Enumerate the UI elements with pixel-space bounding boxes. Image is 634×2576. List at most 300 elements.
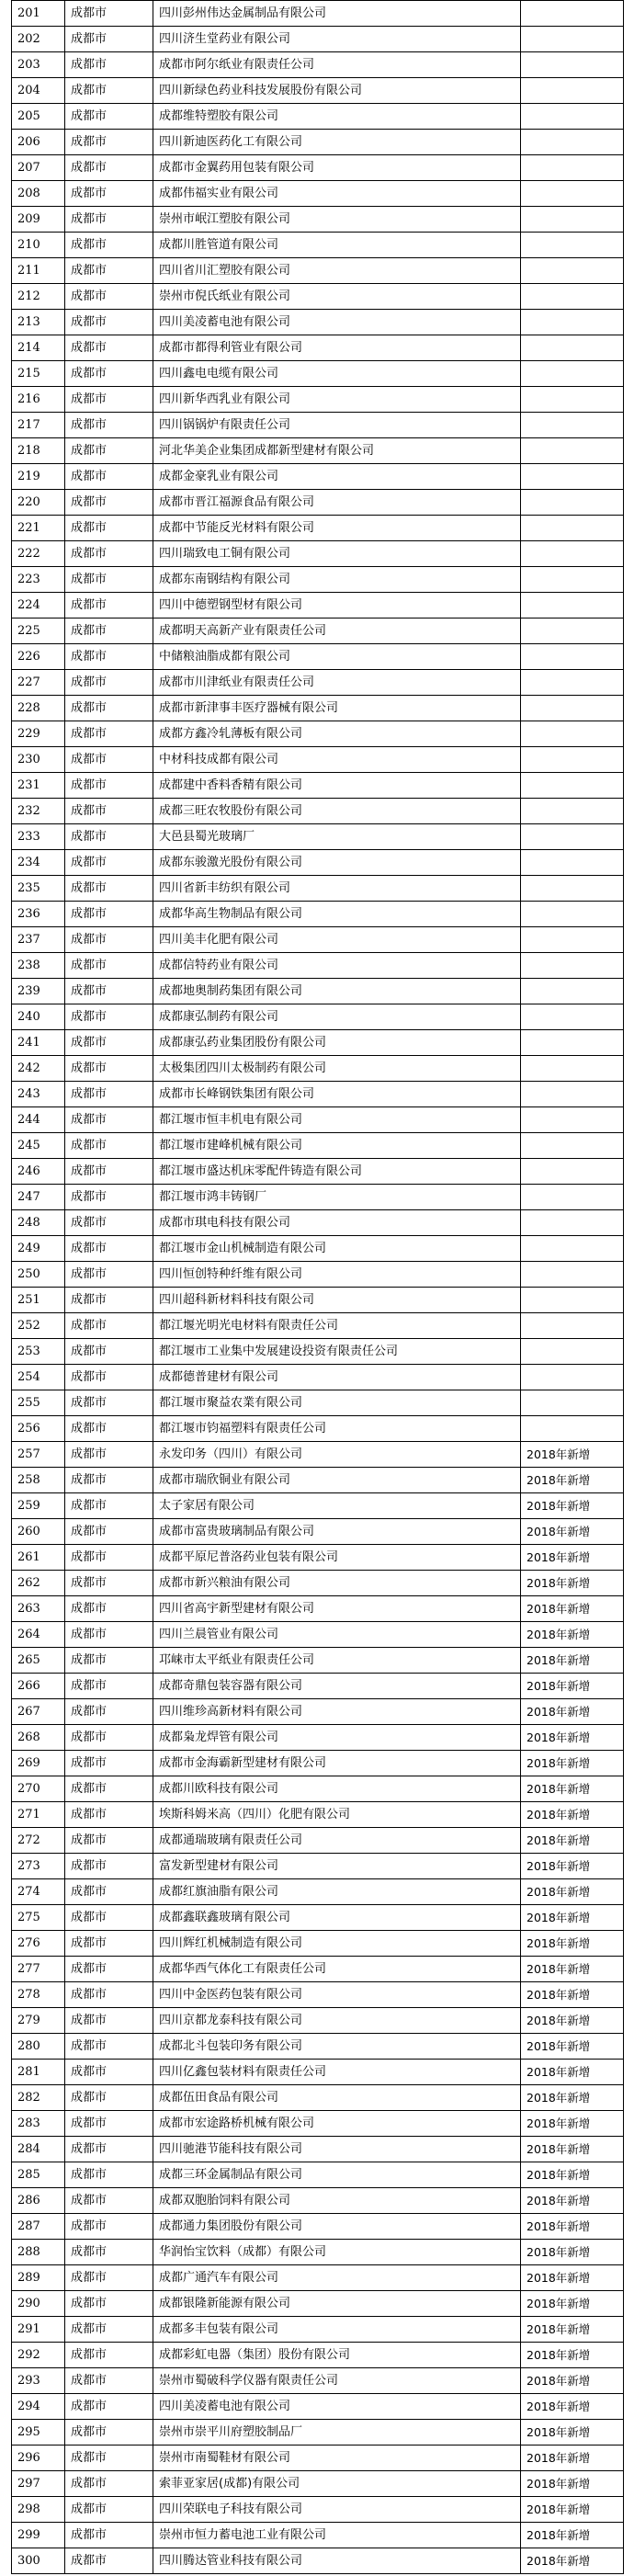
- row-number: 254: [12, 1365, 65, 1390]
- company-name-cell: 四川新华西乳业有限公司: [153, 387, 521, 413]
- table-row: [12, 130, 624, 155]
- city-cell: 成都市: [65, 181, 153, 207]
- company-name-cell: 成都市新兴粮油有限公司: [153, 1571, 521, 1596]
- row-number: 279: [12, 2008, 65, 2034]
- row-number: 207: [12, 155, 65, 181]
- row-number: 243: [12, 1082, 65, 1107]
- table-row: [12, 1107, 624, 1133]
- row-number: 221: [12, 516, 65, 541]
- row-number: 216: [12, 387, 65, 413]
- note-cell: 2018年新增: [521, 1674, 624, 1699]
- company-name-cell: 成都市新津事丰医疗器械有限公司: [153, 696, 521, 721]
- note-cell: [521, 1262, 624, 1288]
- company-name-cell: 成都平原尼普洛药业包装有限公司: [153, 1545, 521, 1571]
- city-cell: 成都市: [65, 2317, 153, 2343]
- company-name-cell: 成都中节能反光材料有限公司: [153, 516, 521, 541]
- row-number: 266: [12, 1674, 65, 1699]
- company-name-cell: 成都维特塑胶有限公司: [153, 104, 521, 130]
- city-cell: 成都市: [65, 516, 153, 541]
- city-cell: 成都市: [65, 1493, 153, 1519]
- table-row: [12, 1004, 624, 1030]
- note-cell: [521, 78, 624, 104]
- company-name-cell: 索菲亚家居(成都)有限公司: [153, 2471, 521, 2497]
- row-number: 246: [12, 1159, 65, 1185]
- table-row: [12, 2240, 624, 2265]
- company-name-cell: 成都市富贵玻璃制品有限公司: [153, 1519, 521, 1545]
- city-cell: 成都市: [65, 335, 153, 361]
- table-row: [12, 1339, 624, 1365]
- city-cell: 成都市: [65, 2060, 153, 2085]
- row-number: 291: [12, 2317, 65, 2343]
- row-number: 271: [12, 1802, 65, 1828]
- company-name-cell: 成都鑫联鑫玻璃有限公司: [153, 1905, 521, 1931]
- company-name-cell: 成都东骏激光股份有限公司: [153, 850, 521, 876]
- row-number: 281: [12, 2060, 65, 2085]
- note-cell: [521, 155, 624, 181]
- note-cell: [521, 1288, 624, 1313]
- city-cell: 成都市: [65, 130, 153, 155]
- city-cell: 成都市: [65, 233, 153, 258]
- note-cell: 2018年新增: [521, 2394, 624, 2420]
- city-cell: 成都市: [65, 52, 153, 78]
- row-number: 212: [12, 284, 65, 310]
- row-number: 277: [12, 1957, 65, 1982]
- table-row: [12, 1313, 624, 1339]
- city-cell: 成都市: [65, 927, 153, 953]
- note-cell: 2018年新增: [521, 2085, 624, 2111]
- city-cell: 成都市: [65, 2343, 153, 2368]
- city-cell: 成都市: [65, 2471, 153, 2497]
- city-cell: 成都市: [65, 979, 153, 1004]
- row-number: 239: [12, 979, 65, 1004]
- company-name-cell: 成都银隆新能源有限公司: [153, 2291, 521, 2317]
- row-number: 201: [12, 1, 65, 27]
- city-cell: 成都市: [65, 1133, 153, 1159]
- table-row: [12, 2291, 624, 2317]
- note-cell: [521, 1390, 624, 1416]
- city-cell: 成都市: [65, 1442, 153, 1468]
- note-cell: 2018年新增: [521, 2162, 624, 2188]
- city-cell: 成都市: [65, 413, 153, 438]
- table-row: [12, 155, 624, 181]
- row-number: 285: [12, 2162, 65, 2188]
- table-row: [12, 824, 624, 850]
- note-cell: [521, 413, 624, 438]
- note-cell: [521, 1133, 624, 1159]
- company-name-cell: 四川省川汇塑胶有限公司: [153, 258, 521, 284]
- table-row: [12, 1493, 624, 1519]
- company-name-cell: 四川驰港节能科技有限公司: [153, 2137, 521, 2162]
- table-row: [12, 593, 624, 618]
- table-row: [12, 516, 624, 541]
- city-cell: 成都市: [65, 2394, 153, 2420]
- row-number: 249: [12, 1236, 65, 1262]
- note-cell: 2018年新增: [521, 1751, 624, 1776]
- company-name-cell: 永发印务（四川）有限公司: [153, 1442, 521, 1468]
- city-cell: 成都市: [65, 2497, 153, 2523]
- note-cell: 2018年新增: [521, 2188, 624, 2214]
- row-number: 202: [12, 27, 65, 52]
- table-row: [12, 567, 624, 593]
- row-number: 240: [12, 1004, 65, 1030]
- note-cell: 2018年新增: [521, 2445, 624, 2471]
- table-row: [12, 1571, 624, 1596]
- note-cell: [521, 1313, 624, 1339]
- company-name-cell: 富发新型建材有限公司: [153, 1854, 521, 1879]
- table-row: [12, 1751, 624, 1776]
- company-name-cell: 太子家居有限公司: [153, 1493, 521, 1519]
- company-name-cell: 四川辉红机械制造有限公司: [153, 1931, 521, 1957]
- note-cell: 2018年新增: [521, 2060, 624, 2085]
- company-name-cell: 成都川胜管道有限公司: [153, 233, 521, 258]
- table-row: [12, 27, 624, 52]
- company-name-cell: 成都市琪电科技有限公司: [153, 1210, 521, 1236]
- note-cell: 2018年新增: [521, 2420, 624, 2445]
- row-number: 287: [12, 2214, 65, 2240]
- note-cell: 2018年新增: [521, 2343, 624, 2368]
- row-number: 213: [12, 310, 65, 335]
- city-cell: 成都市: [65, 1339, 153, 1365]
- company-name-cell: 中材科技成都有限公司: [153, 747, 521, 773]
- row-number: 226: [12, 644, 65, 670]
- company-name-cell: 都江堰市聚益农業有限公司: [153, 1390, 521, 1416]
- company-name-cell: 成都明天高新产业有限责任公司: [153, 618, 521, 644]
- city-cell: 成都市: [65, 1262, 153, 1288]
- note-cell: [521, 284, 624, 310]
- note-cell: [521, 233, 624, 258]
- city-cell: 成都市: [65, 1725, 153, 1751]
- note-cell: 2018年新增: [521, 1622, 624, 1648]
- city-cell: 成都市: [65, 207, 153, 233]
- note-cell: [521, 464, 624, 490]
- row-number: 300: [12, 2548, 65, 2574]
- note-cell: [521, 850, 624, 876]
- table-row: [12, 233, 624, 258]
- city-cell: 成都市: [65, 155, 153, 181]
- table-row: [12, 1030, 624, 1056]
- company-name-cell: 成都市川津纸业有限责任公司: [153, 670, 521, 696]
- table-row: [12, 1725, 624, 1751]
- note-cell: 2018年新增: [521, 1468, 624, 1493]
- city-cell: 成都市: [65, 2111, 153, 2137]
- city-cell: 成都市: [65, 1674, 153, 1699]
- city-cell: 成都市: [65, 284, 153, 310]
- table-row: [12, 1390, 624, 1416]
- city-cell: 成都市: [65, 799, 153, 824]
- company-name-cell: 成都市金海霸新型建材有限公司: [153, 1751, 521, 1776]
- company-name-cell: 成都通力集团股份有限公司: [153, 2214, 521, 2240]
- table-row: [12, 670, 624, 696]
- table-row: [12, 181, 624, 207]
- note-cell: [521, 644, 624, 670]
- company-name-cell: 四川超科新材料科技有限公司: [153, 1288, 521, 1313]
- note-cell: 2018年新增: [521, 1776, 624, 1802]
- table-row: [12, 721, 624, 747]
- row-number: 219: [12, 464, 65, 490]
- company-name-cell: 都江堰市钧福塑料有限责任公司: [153, 1416, 521, 1442]
- city-cell: 成都市: [65, 1185, 153, 1210]
- city-cell: 成都市: [65, 696, 153, 721]
- note-cell: [521, 27, 624, 52]
- city-cell: 成都市: [65, 1931, 153, 1957]
- city-cell: 成都市: [65, 2420, 153, 2445]
- row-number: 275: [12, 1905, 65, 1931]
- note-cell: 2018年新增: [521, 1982, 624, 2008]
- row-number: 218: [12, 438, 65, 464]
- company-name-cell: 都江堰市恒丰机电有限公司: [153, 1107, 521, 1133]
- table-row: [12, 644, 624, 670]
- city-cell: 成都市: [65, 1802, 153, 1828]
- city-cell: 成都市: [65, 1879, 153, 1905]
- note-cell: 2018年新增: [521, 2240, 624, 2265]
- city-cell: 成都市: [65, 310, 153, 335]
- table-row: [12, 2471, 624, 2497]
- table-row: [12, 1905, 624, 1931]
- company-name-cell: 四川荣联电子科技有限公司: [153, 2497, 521, 2523]
- note-cell: 2018年新增: [521, 1957, 624, 1982]
- company-name-cell: 四川恒创特种纤维有限公司: [153, 1262, 521, 1288]
- company-name-cell: 四川美丰化肥有限公司: [153, 927, 521, 953]
- city-cell: 成都市: [65, 1082, 153, 1107]
- table-row: [12, 413, 624, 438]
- row-number: 289: [12, 2265, 65, 2291]
- row-number: 290: [12, 2291, 65, 2317]
- table-row: [12, 490, 624, 516]
- row-number: 241: [12, 1030, 65, 1056]
- company-name-cell: 成都北斗包装印务有限公司: [153, 2034, 521, 2060]
- table-row: [12, 361, 624, 387]
- company-name-cell: 成都市长峰钢铁集团有限公司: [153, 1082, 521, 1107]
- row-number: 214: [12, 335, 65, 361]
- city-cell: 成都市: [65, 2085, 153, 2111]
- row-number: 296: [12, 2445, 65, 2471]
- table-row: [12, 1159, 624, 1185]
- table-row: [12, 1056, 624, 1082]
- table-row: [12, 902, 624, 927]
- row-number: 230: [12, 747, 65, 773]
- row-number: 269: [12, 1751, 65, 1776]
- note-cell: 2018年新增: [521, 2034, 624, 2060]
- note-cell: [521, 516, 624, 541]
- row-number: 276: [12, 1931, 65, 1957]
- city-cell: 成都市: [65, 361, 153, 387]
- row-number: 270: [12, 1776, 65, 1802]
- note-cell: 2018年新增: [521, 1854, 624, 1879]
- note-cell: [521, 721, 624, 747]
- row-number: 292: [12, 2343, 65, 2368]
- city-cell: 成都市: [65, 490, 153, 516]
- row-number: 223: [12, 567, 65, 593]
- note-cell: 2018年新增: [521, 1905, 624, 1931]
- table-row: [12, 78, 624, 104]
- city-cell: 成都市: [65, 721, 153, 747]
- city-cell: 成都市: [65, 902, 153, 927]
- row-number: 204: [12, 78, 65, 104]
- table-row: [12, 2394, 624, 2420]
- company-name-cell: 成都多丰包装有限公司: [153, 2317, 521, 2343]
- city-cell: 成都市: [65, 593, 153, 618]
- note-cell: [521, 1339, 624, 1365]
- city-cell: 成都市: [65, 1313, 153, 1339]
- table-row: [12, 104, 624, 130]
- note-cell: 2018年新增: [521, 2265, 624, 2291]
- company-name-cell: 崇州市蜀破科学仪器有限责任公司: [153, 2368, 521, 2394]
- table-row: [12, 1854, 624, 1879]
- row-number: 208: [12, 181, 65, 207]
- table-row: [12, 2034, 624, 2060]
- table-row: [12, 1082, 624, 1107]
- row-number: 298: [12, 2497, 65, 2523]
- table-row: [12, 1957, 624, 1982]
- row-number: 263: [12, 1596, 65, 1622]
- table-row: [12, 52, 624, 78]
- city-cell: 成都市: [65, 2214, 153, 2240]
- row-number: 272: [12, 1828, 65, 1854]
- note-cell: [521, 747, 624, 773]
- company-name-cell: 四川京都龙泰科技有限公司: [153, 2008, 521, 2034]
- table-row: [12, 1, 624, 27]
- note-cell: [521, 335, 624, 361]
- table-row: [12, 773, 624, 799]
- note-cell: [521, 927, 624, 953]
- note-cell: [521, 1236, 624, 1262]
- company-name-cell: 四川中德塑钢型材有限公司: [153, 593, 521, 618]
- row-number: 257: [12, 1442, 65, 1468]
- city-cell: 成都市: [65, 541, 153, 567]
- city-cell: 成都市: [65, 1751, 153, 1776]
- company-name-cell: 崇州市岷江塑胶有限公司: [153, 207, 521, 233]
- city-cell: 成都市: [65, 27, 153, 52]
- row-number: 222: [12, 541, 65, 567]
- company-name-cell: 四川中金医药包装有限公司: [153, 1982, 521, 2008]
- row-number: 236: [12, 902, 65, 927]
- note-cell: 2018年新增: [521, 1493, 624, 1519]
- note-cell: [521, 1159, 624, 1185]
- company-name-cell: 太极集团四川太极制药有限公司: [153, 1056, 521, 1082]
- city-cell: 成都市: [65, 1905, 153, 1931]
- city-cell: 成都市: [65, 1004, 153, 1030]
- note-cell: [521, 696, 624, 721]
- table-row: [12, 696, 624, 721]
- city-cell: 成都市: [65, 1699, 153, 1725]
- row-number: 264: [12, 1622, 65, 1648]
- table-row: [12, 1262, 624, 1288]
- note-cell: [521, 670, 624, 696]
- company-name-cell: 四川美凌蓄电池有限公司: [153, 310, 521, 335]
- company-name-cell: 成都东南钢结构有限公司: [153, 567, 521, 593]
- table-row: [12, 2060, 624, 2085]
- city-cell: 成都市: [65, 78, 153, 104]
- row-number: 255: [12, 1390, 65, 1416]
- city-cell: 成都市: [65, 1390, 153, 1416]
- city-cell: 成都市: [65, 2291, 153, 2317]
- company-name-cell: 成都枭龙焊管有限公司: [153, 1725, 521, 1751]
- row-number: 293: [12, 2368, 65, 2394]
- table-row: [12, 2214, 624, 2240]
- note-cell: 2018年新增: [521, 1442, 624, 1468]
- city-cell: 成都市: [65, 1210, 153, 1236]
- row-number: 268: [12, 1725, 65, 1751]
- city-cell: 成都市: [65, 747, 153, 773]
- table-row: [12, 438, 624, 464]
- city-cell: 成都市: [65, 2008, 153, 2034]
- company-name-cell: 成都伟福实业有限公司: [153, 181, 521, 207]
- company-name-cell: 崇州市恒力蓄电池工业有限公司: [153, 2523, 521, 2548]
- company-name-cell: 成都彩虹电器（集团）股份有限公司: [153, 2343, 521, 2368]
- company-name-cell: 四川新绿色药业科技发展股份有限公司: [153, 78, 521, 104]
- table-row: [12, 1931, 624, 1957]
- row-number: 225: [12, 618, 65, 644]
- city-cell: 成都市: [65, 1545, 153, 1571]
- note-cell: 2018年新增: [521, 1519, 624, 1545]
- company-name-cell: 成都三环金属制品有限公司: [153, 2162, 521, 2188]
- company-name-cell: 四川新迪医药化工有限公司: [153, 130, 521, 155]
- row-number: 237: [12, 927, 65, 953]
- city-cell: 成都市: [65, 1, 153, 27]
- table-row: [12, 2548, 624, 2574]
- table-row: [12, 1288, 624, 1313]
- city-cell: 成都市: [65, 2445, 153, 2471]
- note-cell: [521, 361, 624, 387]
- note-cell: [521, 1185, 624, 1210]
- company-name-cell: 崇州市南蜀鞋材有限公司: [153, 2445, 521, 2471]
- table-row: [12, 2343, 624, 2368]
- city-cell: 成都市: [65, 876, 153, 902]
- note-cell: 2018年新增: [521, 1596, 624, 1622]
- company-name-cell: 成都双胞胎饲料有限公司: [153, 2188, 521, 2214]
- row-number: 252: [12, 1313, 65, 1339]
- company-name-cell: 四川瑞致电工铜有限公司: [153, 541, 521, 567]
- table-row: [12, 850, 624, 876]
- note-cell: [521, 181, 624, 207]
- note-cell: [521, 258, 624, 284]
- city-cell: 成都市: [65, 2548, 153, 2574]
- note-cell: [521, 207, 624, 233]
- note-cell: [521, 1030, 624, 1056]
- table-row: [12, 1185, 624, 1210]
- table-row: [12, 1416, 624, 1442]
- city-cell: 成都市: [65, 2523, 153, 2548]
- company-name-cell: 成都市宏途路桥机械有限公司: [153, 2111, 521, 2137]
- table-row: [12, 2265, 624, 2291]
- note-cell: 2018年新增: [521, 2137, 624, 2162]
- note-cell: [521, 953, 624, 979]
- city-cell: 成都市: [65, 1571, 153, 1596]
- note-cell: 2018年新增: [521, 2214, 624, 2240]
- city-cell: 成都市: [65, 2137, 153, 2162]
- note-cell: 2018年新增: [521, 2523, 624, 2548]
- table-row: [12, 1776, 624, 1802]
- company-name-cell: 成都广通汽车有限公司: [153, 2265, 521, 2291]
- city-cell: 成都市: [65, 618, 153, 644]
- table-row: [12, 2085, 624, 2111]
- table-row: [12, 1545, 624, 1571]
- table-row: [12, 927, 624, 953]
- city-cell: 成都市: [65, 2162, 153, 2188]
- table-row: [12, 979, 624, 1004]
- table-row: [12, 1622, 624, 1648]
- company-name-cell: 成都市瑞欣铜业有限公司: [153, 1468, 521, 1493]
- row-number: 211: [12, 258, 65, 284]
- table-row: [12, 310, 624, 335]
- table-row: [12, 464, 624, 490]
- note-cell: 2018年新增: [521, 1802, 624, 1828]
- company-name-cell: 四川锅锅炉有限责任公司: [153, 413, 521, 438]
- note-cell: 2018年新增: [521, 2317, 624, 2343]
- company-name-cell: 成都奇鼎包装容器有限公司: [153, 1674, 521, 1699]
- row-number: 282: [12, 2085, 65, 2111]
- company-name-cell: 成都金豪乳业有限公司: [153, 464, 521, 490]
